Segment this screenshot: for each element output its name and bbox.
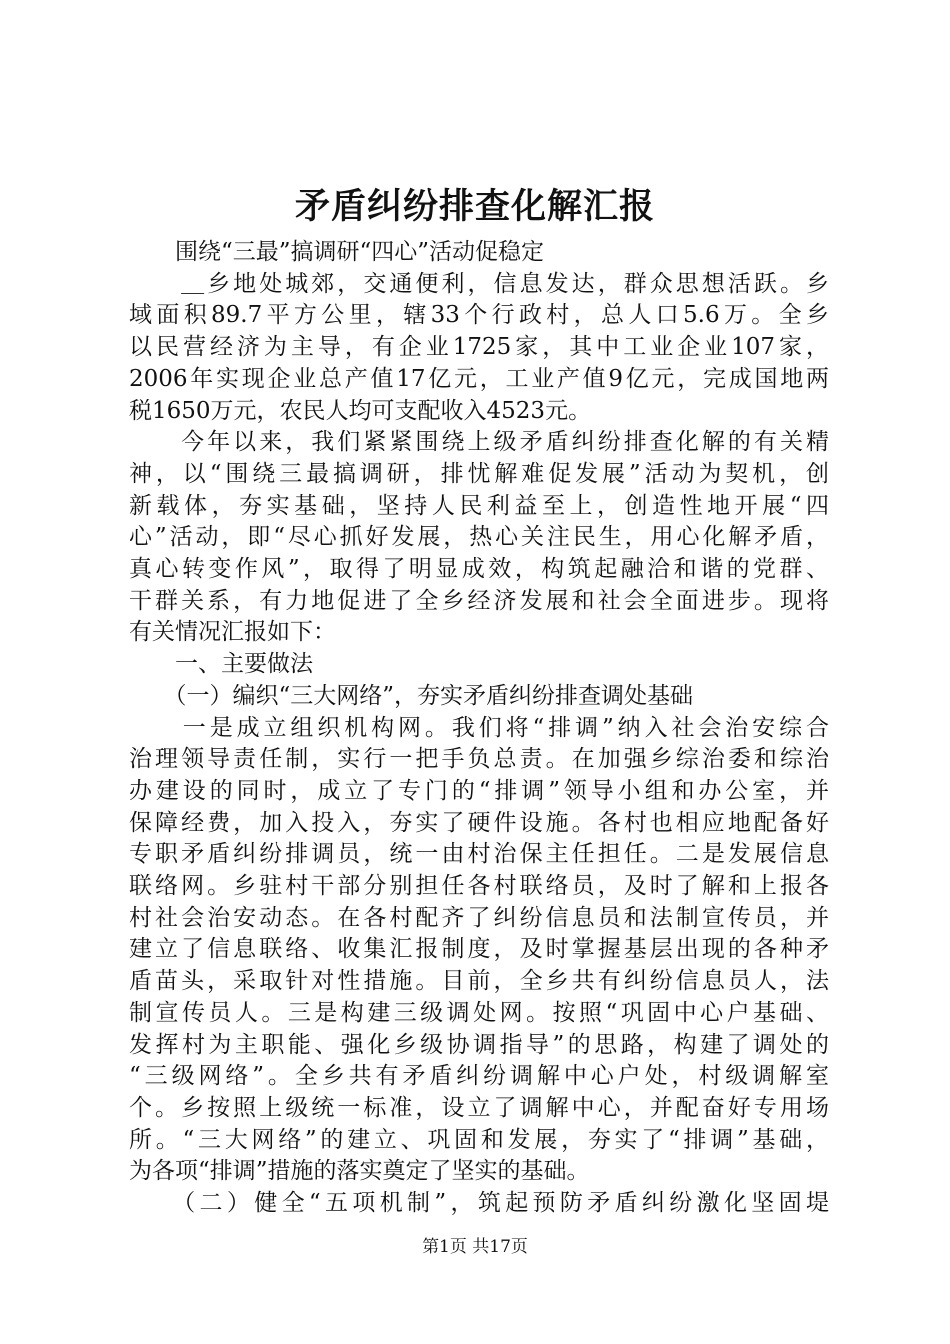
text-line: 今年以来，我们紧紧围绕上级矛盾纠纷排查化解的有关精 [129, 429, 829, 456]
text-line: 所。“三大网络”的建立、巩固和发展，夯实了“排调”基础， [129, 1126, 829, 1153]
text-line: 新载体，夯实基础，坚持人民利益至上，创造性地开展“四 [129, 492, 829, 519]
document-title: 矛盾纠纷排查化解汇报 [294, 186, 655, 227]
text-line: 盾苗头，采取针对性措施。目前，全乡共有纠纷信息员人，法 [129, 968, 829, 995]
text-line: 制宣传员人。三是构建三级调处网。按照“巩固中心户基础、 [129, 999, 829, 1026]
text-line: 个。乡按照上级统一标准，设立了调解中心，并配奋好专用场 [129, 1094, 829, 1121]
text-line: （一）编织“三大网络”，夯实矛盾纠纷排查调处基础 [129, 682, 694, 709]
text-line: 村社会治安动态。在各村配齐了纠纷信息员和法制宣传员，并 [129, 904, 829, 931]
text-line: 建立了信息联络、收集汇报制度，及时掌握基层出现的各种矛 [129, 936, 829, 963]
text-line: 一是成立组织机构网。我们将“排调”纳入社会治安综合 [129, 714, 829, 741]
text-line: 干群关系，有力地促进了全乡经济发展和社会全面进步。现将 [129, 587, 829, 614]
text-line: 以民营经济为主导，有企业1725家，其中工业企业107家， [129, 334, 829, 361]
text-line: 围绕“三最”搞调研“四心”活动促稳定 [129, 239, 545, 265]
text-line: 办建设的同时，成立了专门的“排调”领导小组和办公室，并 [129, 777, 829, 804]
text-line: 税1650万元，农民人均可支配收入4523元。 [129, 397, 592, 424]
text-line: 为各项“排调”措施的落实奠定了坚实的基础。 [129, 1158, 590, 1185]
text-line: 心”活动，即“尽心抓好发展，热心关注民生，用心化解矛盾， [129, 524, 829, 551]
text-line: 保障经费，加入投入，夯实了硬件设施。各村也相应地配备好 [129, 809, 829, 836]
text-line: 治理领导责任制，实行一把手负总责。在加强乡综治委和综治 [129, 746, 829, 773]
text-line: 2006年实现企业总产值17亿元，工业产值9亿元，完成国地两 [129, 365, 829, 392]
text-line: 神，以“围绕三最搞调研，排忧解难促发展”活动为契机，创 [129, 460, 829, 487]
text-line: 真心转变作风”，取得了明显成效，构筑起融洽和谐的党群、 [129, 556, 829, 582]
text-line: 域面积89.7平方公里，辖33个行政村，总人口5.6万。全乡 [129, 302, 829, 329]
text-line: ＿乡地处城郊，交通便利，信息发达，群众思想活跃。乡 [129, 270, 829, 297]
text-line: （二）健全“五项机制”，筑起预防矛盾纠纷激化坚固堤 [129, 1190, 829, 1216]
text-line: 联络网。乡驻村干部分别担任各村联络员，及时了解和上报各 [129, 873, 829, 899]
page-footer: 第1页 共17页 [422, 1237, 528, 1257]
text-line: 一、主要做法 [129, 651, 313, 678]
text-line: 专职矛盾纠纷排调员，统一由村治保主任担任。二是发展信息 [129, 841, 829, 868]
text-line: “三级网络”。全乡共有矛盾纠纷调解中心户处，村级调解室 [129, 1063, 829, 1090]
text-line: 发挥村为主职能、强化乡级协调指导”的思路，构建了调处的 [129, 1031, 829, 1058]
text-line: 有关情况汇报如下： [129, 619, 336, 646]
